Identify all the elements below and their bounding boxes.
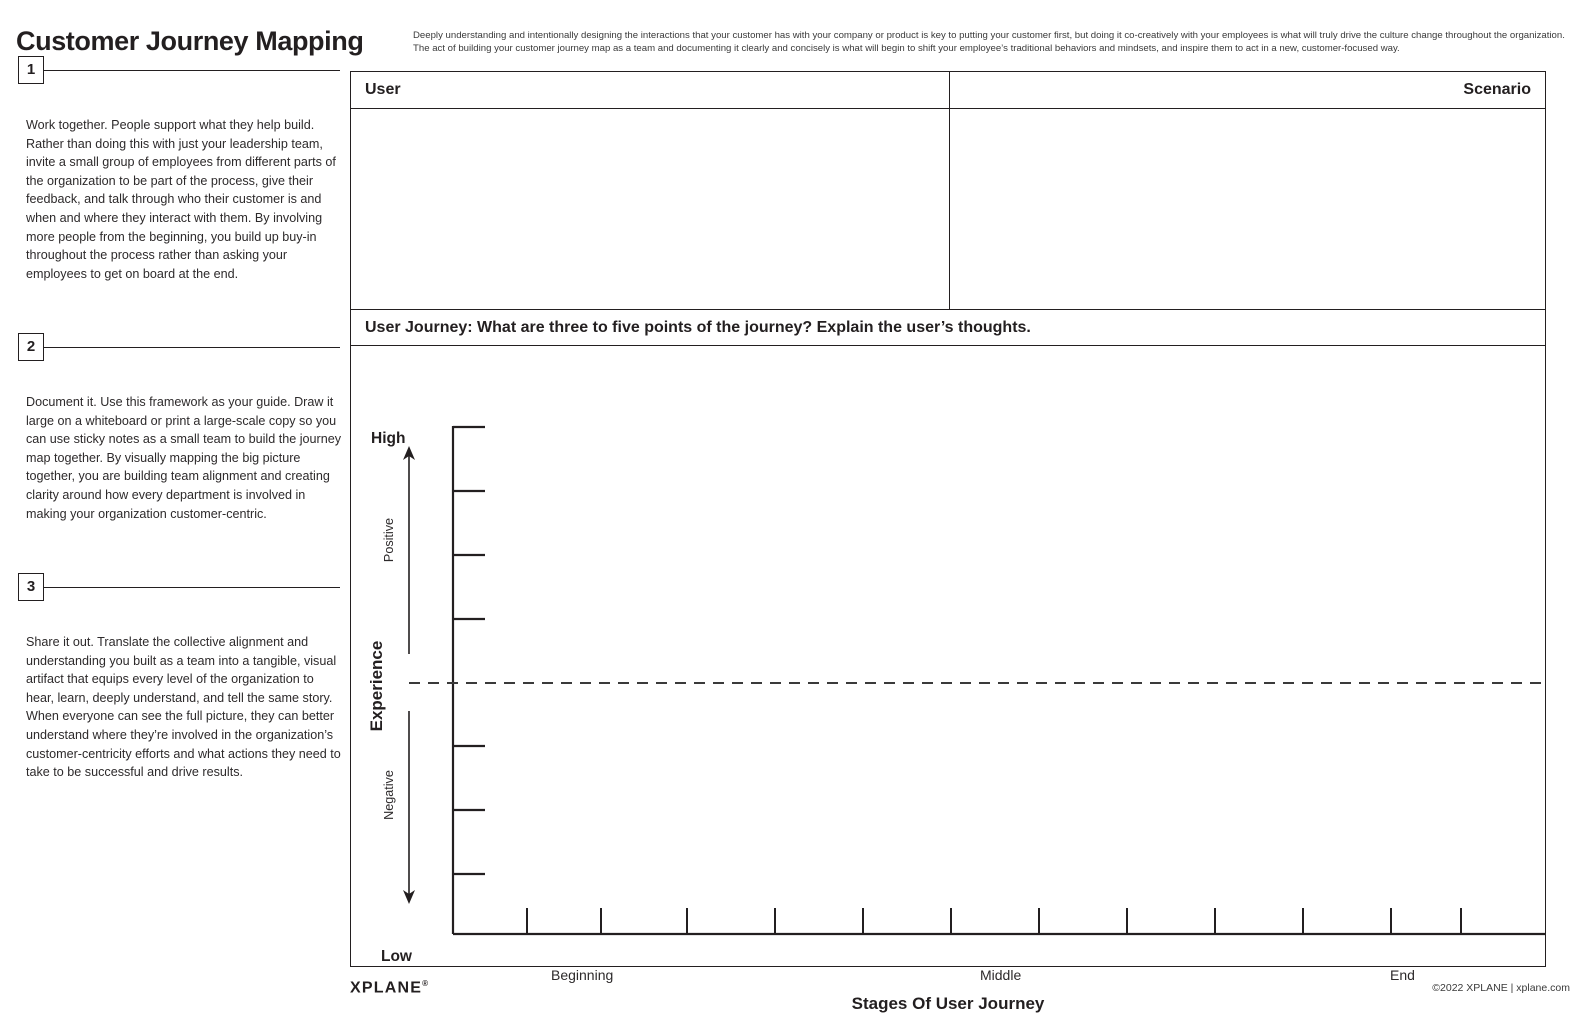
step-text: Document it. Use this framework as your guide. Draw it large on a whiteboard or print a large-scale copy so you can use sticky notes as a small team to build the journey map together. By visually mapping the big picture together, you are building team alignment and creating clarity around how every department is involved in making your organization customer-centric. bbox=[26, 395, 342, 521]
step-number-badge: 2 bbox=[18, 333, 44, 361]
page-header bbox=[0, 0, 1586, 68]
x-axis-ticks bbox=[527, 908, 1461, 934]
y-axis-high-label: High bbox=[371, 430, 406, 447]
journey-prompt-band bbox=[351, 309, 1545, 346]
journey-prompt-label: User Journey: What are three to five points of the journey? Explain the user’s thoughts. bbox=[365, 319, 1031, 336]
user-scenario-header-band bbox=[351, 72, 1545, 109]
step-divider bbox=[18, 70, 340, 71]
user-input-area[interactable] bbox=[351, 109, 949, 309]
y-axis-low-label: Low bbox=[381, 948, 412, 965]
y-axis-negative-label: Negative bbox=[382, 770, 396, 820]
negative-direction-arrow bbox=[403, 711, 415, 904]
step-divider bbox=[18, 587, 340, 588]
xplane-logo-text: XPLANE bbox=[350, 979, 423, 997]
instruction-sidebar bbox=[18, 61, 342, 970]
user-label: User bbox=[365, 81, 401, 98]
step-divider bbox=[18, 347, 340, 348]
x-axis-beginning-label: Beginning bbox=[551, 967, 614, 983]
header-description: Deeply understanding and intentionally designing the interactions that your customer has with your company or product is key to putting your customer first, but doing it co-creatively with your employees is what will truly drive the culture change throughout the organization. The act of building your customer journey map as a team and documenting it clearly and concisely is what will begin to shift your employee’s traditional behaviors and mindsets, and inspire them to act in a new, customer-focused way. bbox=[413, 30, 1565, 55]
copyright-notice: ©2022 XPLANE | xplane.com bbox=[1432, 982, 1570, 994]
step-text: Share it out. Translate the collective alignment and understanding you built as a team into a tangible, visual artifact that equips every level of the organization to hear, learn, deeply understand, and tell the same story. When everyone can see the full picture, they can better understand where they’re involved in the organization’s customer-centricity efforts and what actions they need to take to be successful and drive results. bbox=[26, 635, 341, 780]
step-number-badge: 1 bbox=[18, 56, 44, 84]
chart-canvas[interactable] bbox=[351, 346, 1545, 966]
xplane-logo bbox=[350, 979, 429, 997]
y-axis-positive-label: Positive bbox=[382, 517, 396, 563]
positive-direction-arrow bbox=[403, 446, 415, 654]
x-axis-middle-label: Middle bbox=[980, 967, 1022, 983]
x-axis-end-label: End bbox=[1390, 967, 1415, 983]
user-scenario-row bbox=[351, 72, 1545, 309]
registered-mark-icon: ® bbox=[422, 979, 430, 988]
y-axis-title: Experience bbox=[367, 640, 386, 732]
scenario-input-area[interactable] bbox=[950, 109, 1545, 309]
scenario-label: Scenario bbox=[1463, 81, 1531, 98]
y-axis-ticks bbox=[453, 427, 485, 874]
step-text: Work together. People support what they help build. Rather than doing this with just your leadership team, invite a small group of employees from different parts of the organization to be part of the process, give their feedback, and talk through who their customer is and when and where they interact with them. By involving more people from the beginning, you build up buy-in throughout the process rather than asking your employees to get on board at the end. bbox=[26, 118, 336, 281]
step-number-badge: 3 bbox=[18, 573, 44, 601]
page-title: Customer Journey Mapping bbox=[16, 26, 364, 56]
x-axis-title: Stages Of User Journey bbox=[851, 994, 1045, 1013]
